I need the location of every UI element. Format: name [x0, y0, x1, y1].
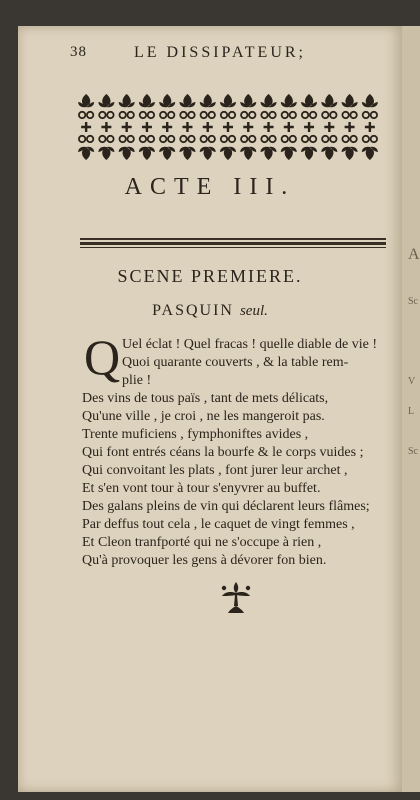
fleuron-mark	[249, 136, 255, 142]
fleuron-mark	[350, 136, 356, 142]
fleuron-mark	[119, 136, 125, 142]
verse-line: Par deffus tout cela , le caquet de vingt femmes ,	[82, 517, 355, 532]
fleuron-mark	[188, 112, 194, 118]
fleuron-mark	[362, 94, 378, 107]
scene-title: SCENE PREMIERE.	[117, 266, 303, 286]
fleuron-mark	[267, 125, 271, 129]
fleuron-mark	[241, 136, 247, 142]
fleuron-mark	[160, 112, 166, 118]
fleuron-mark	[125, 125, 129, 129]
fleuron-mark	[240, 147, 256, 160]
fleuron-mark	[321, 147, 337, 160]
fleuron-mark	[269, 112, 275, 118]
fleuron-mark	[363, 112, 369, 118]
fleuron-mark	[226, 125, 230, 129]
fleuron-mark	[201, 112, 207, 118]
fleuron-mark	[180, 112, 186, 118]
verse-line: Qu'à provoquer les gens à dévorer fon bien.	[82, 553, 327, 568]
fleuron-mark	[328, 125, 332, 129]
fleuron-mark	[140, 112, 146, 118]
fleuron-mark	[363, 136, 369, 142]
fleuron-mark	[290, 136, 296, 142]
fleuron-mark	[301, 147, 317, 160]
fleuron-mark	[139, 147, 155, 160]
fleuron-mark	[261, 147, 277, 160]
fleuron-mark	[148, 112, 154, 118]
fleuron-mark	[188, 136, 194, 142]
fleuron-mark	[246, 125, 250, 129]
fleuron-mark	[301, 94, 317, 107]
act-title: ACTE III.	[124, 174, 296, 200]
adjacent-page-fragment: A	[408, 246, 420, 263]
fleuron-mark	[99, 112, 105, 118]
fleuron-mark	[98, 94, 114, 107]
fleuron-mark	[127, 112, 133, 118]
fleuron-mark	[107, 136, 113, 142]
verse-line: Qu'une ville , je croi , ne les mangeroit pas.	[82, 409, 325, 424]
fleuron-mark	[201, 136, 207, 142]
fleuron-mark	[322, 112, 328, 118]
fleuron-mark	[179, 147, 195, 160]
stage-direction: seul.	[239, 303, 268, 319]
fleuron-mark	[290, 112, 296, 118]
fleuron-mark	[220, 94, 236, 107]
fleuron-mark	[99, 136, 105, 142]
book-page	[18, 26, 402, 792]
fleuron-mark	[261, 136, 267, 142]
fleuron-mark	[241, 112, 247, 118]
verse-line: Et Cleon tranfporté qui ne s'occupe à rien ,	[82, 535, 322, 550]
verse-line: Trente muficiens , fymphoniftes avides ,	[82, 427, 309, 442]
fleuron-mark	[87, 136, 93, 142]
verse-line: Quoi quarante couverts , & la table rem-	[122, 355, 349, 370]
fleuron-mark	[368, 125, 372, 129]
fleuron-mark	[200, 94, 216, 107]
fleuron-mark	[281, 147, 297, 160]
fleuron-mark	[160, 136, 166, 142]
fleuron-mark	[159, 147, 175, 160]
fleuron-mark	[342, 112, 348, 118]
fleuron-mark	[261, 112, 267, 118]
fleuron-mark	[330, 136, 336, 142]
fleuron-mark	[302, 112, 308, 118]
fleuron-mark	[330, 112, 336, 118]
fleuron-mark	[105, 125, 109, 129]
fleuron-mark	[249, 112, 255, 118]
fleuron-mark	[200, 147, 216, 160]
adjacent-page-fragment: V	[408, 376, 416, 387]
fleuron-mark	[310, 136, 316, 142]
fleuron-mark	[310, 112, 316, 118]
adjacent-page-fragment: L	[408, 406, 415, 417]
fleuron-mark	[240, 94, 256, 107]
fleuron-mark	[282, 112, 288, 118]
fleuron-mark	[148, 136, 154, 142]
fleuron-mark	[371, 112, 377, 118]
fleuron-mark	[186, 125, 190, 129]
fleuron-mark	[119, 94, 135, 107]
verse-line: Qui font entrés céans la bourfe & le corps vuides ;	[82, 445, 364, 460]
fleuron-mark	[98, 147, 114, 160]
fleuron-mark	[229, 112, 235, 118]
running-head	[18, 44, 402, 64]
fleuron-mark	[362, 147, 378, 160]
running-title: LE DISSIPATEUR;	[134, 44, 306, 61]
fleuron-mark	[179, 94, 195, 107]
adjacent-page-fragment: Sc	[408, 296, 418, 307]
verse-line: Uel éclat ! Quel fracas ! quelle diable de vie !	[122, 337, 377, 352]
fleuron-mark	[209, 112, 215, 118]
fleuron-mark	[302, 136, 308, 142]
fleuron-mark	[78, 147, 94, 160]
fleuron-mark	[220, 147, 236, 160]
verse-line: plie !	[122, 373, 152, 388]
fleuron-mark	[281, 94, 297, 107]
fleuron-mark	[221, 112, 227, 118]
fleuron-mark	[307, 125, 311, 129]
drop-cap: Q	[84, 329, 121, 385]
fleuron-mark	[261, 94, 277, 107]
speaker-name: PASQUIN	[152, 302, 234, 319]
fleuron-mark	[139, 94, 155, 107]
verse-line: Des vins de tous païs , tant de mets délicats,	[82, 391, 329, 406]
fleuron-mark	[145, 125, 149, 129]
adjacent-page-fragment: Sc	[408, 446, 418, 457]
fleuron-mark	[342, 147, 358, 160]
fleuron-mark	[282, 136, 288, 142]
fleuron-mark	[371, 136, 377, 142]
fleuron-mark	[322, 136, 328, 142]
fleuron-mark	[350, 112, 356, 118]
fleuron-mark	[209, 136, 215, 142]
verse-line: Et s'en vont tour à tour s'enyvrer au buffet.	[82, 481, 321, 496]
fleuron-mark	[87, 112, 93, 118]
fleuron-mark	[119, 112, 125, 118]
fleuron-mark	[168, 136, 174, 142]
fleuron-mark	[168, 112, 174, 118]
fleuron-mark	[269, 136, 275, 142]
fleuron-mark	[84, 125, 88, 129]
speaker-heading	[18, 302, 402, 320]
fleuron-mark	[342, 94, 358, 107]
fleuron-mark	[107, 112, 113, 118]
tailpiece-fleuron-ornament	[216, 578, 256, 614]
fleuron-mark	[119, 147, 135, 160]
adjacent-page-edge	[402, 26, 420, 792]
verse-line: Qui convoitant les plats , font jurer leur archet ,	[82, 463, 348, 478]
double-rule-divider	[80, 238, 386, 248]
fleuron-mark	[206, 125, 210, 129]
fleuron-mark	[165, 125, 169, 129]
fleuron-mark	[287, 125, 291, 129]
fleuron-mark	[79, 136, 85, 142]
fleuron-mark	[78, 94, 94, 107]
fleuron-mark	[79, 112, 85, 118]
verse-line: Des galans pleins de vin qui déclarent leurs flâmes;	[82, 499, 370, 514]
fleuron-mark	[229, 136, 235, 142]
fleuron-mark	[221, 136, 227, 142]
fleuron-mark	[180, 136, 186, 142]
fleuron-mark	[321, 94, 337, 107]
page-number: 38	[70, 44, 87, 60]
fleuron-band-ornament	[76, 92, 380, 162]
fleuron-mark	[348, 125, 352, 129]
fleuron-mark	[127, 136, 133, 142]
fleuron-mark	[159, 94, 175, 107]
fleuron-mark	[342, 136, 348, 142]
fleuron-mark	[140, 136, 146, 142]
